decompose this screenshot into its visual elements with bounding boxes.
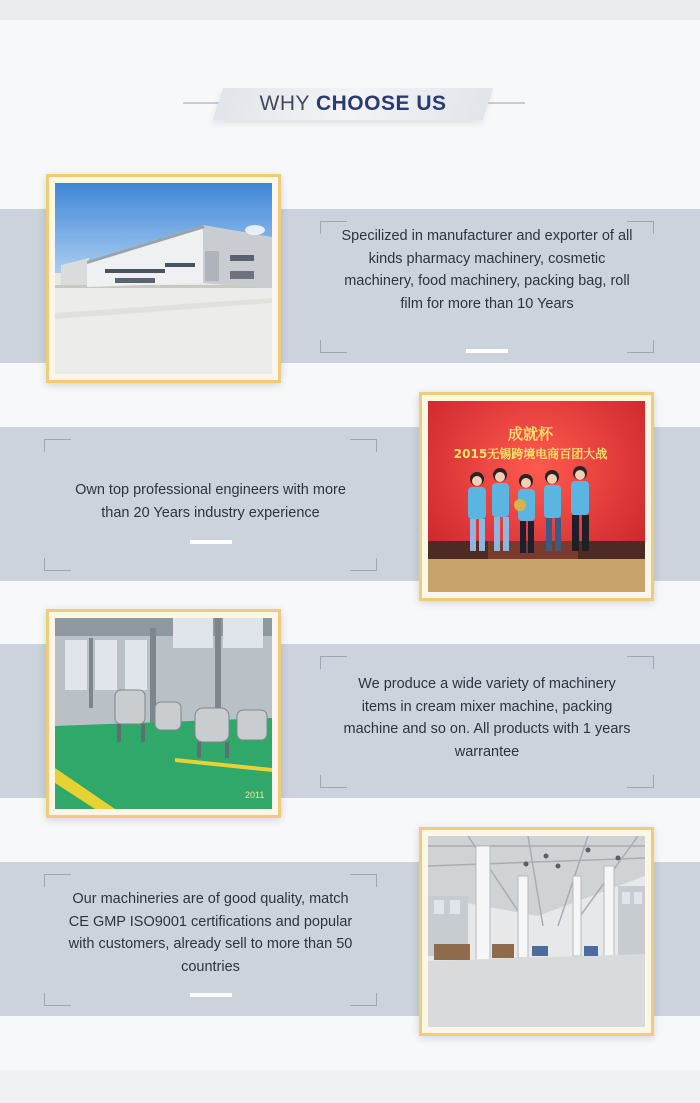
photo-year-stamp: 2011 [245, 790, 265, 800]
feature-image-frame-1 [46, 174, 281, 383]
bottom-strip [0, 1070, 700, 1103]
stage-banner-subtitle: 2015无锡跨境电商百团大战 [453, 447, 608, 461]
feature-image-frame-2 [419, 392, 654, 601]
feature-text-box-2 [44, 439, 377, 571]
feature-text-2: Own top professional engineers with more than 20 Years industry experience [75, 482, 346, 521]
feature-text-box-1 [320, 221, 654, 353]
feature-text-box-3 [320, 656, 654, 788]
feature-text-4: Our machineries are of good quality, match CE GMP ISO9001 certifications and popular with customers, already sell to more than 50 countries [68, 891, 353, 975]
workshop-photo [55, 618, 272, 809]
feature-dash-1 [466, 349, 508, 353]
feature-image-frame-3 [46, 609, 281, 818]
feature-image-frame-4 [419, 827, 654, 1036]
feature-dash-2 [190, 540, 232, 544]
feature-text-1: Specilized in manufacturer and exporter of all kinds pharmacy machinery, cosmetic machinery, food machinery, packing bag, roll film for more than 10 Years [341, 228, 633, 312]
stage-banner-title: 成就杯 [507, 425, 553, 443]
feature-dash-4 [190, 993, 232, 997]
warehouse-interior-photo [428, 836, 645, 1027]
title-light: WHY [259, 92, 310, 115]
feature-text-3: We produce a wide variety of machinery items in cream mixer machine, packing machine and so on. All products with 1 years warrantee [343, 676, 631, 760]
factory-exterior-photo [55, 183, 272, 374]
page-title [218, 92, 488, 116]
section-header [0, 84, 700, 124]
feature-text-box-4 [44, 874, 377, 1006]
team-photo [428, 401, 645, 592]
top-strip [0, 0, 700, 20]
title-bold: CHOOSE US [315, 92, 447, 115]
